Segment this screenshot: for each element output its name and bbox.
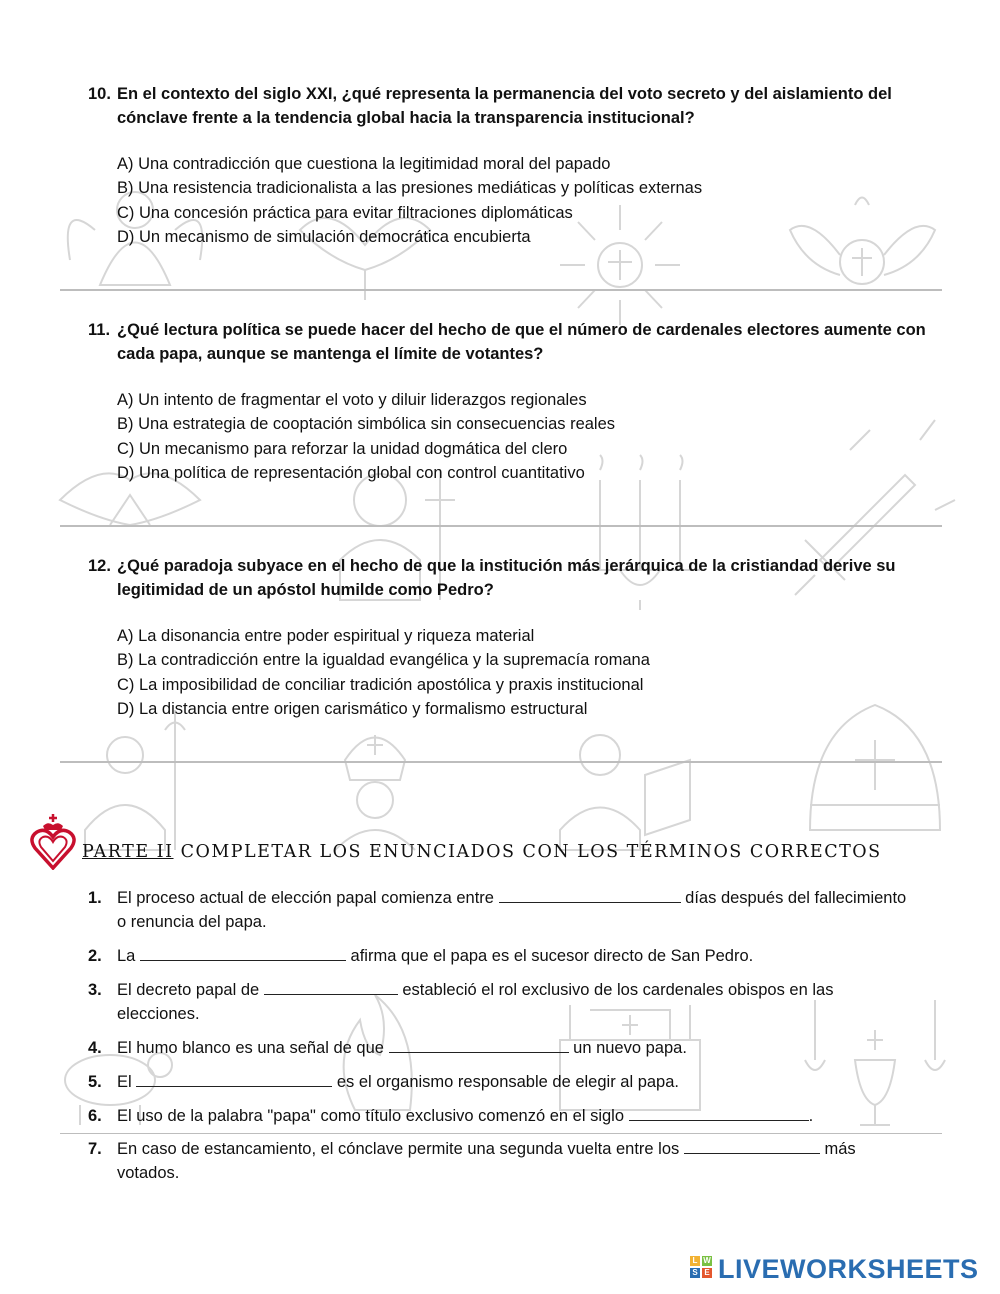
answer-blank[interactable] <box>499 888 681 903</box>
question-number: 11. <box>88 321 111 339</box>
answer-option-b[interactable]: B) La contradicción entre la igualdad evangélica y la supremacía romana <box>117 651 650 670</box>
answer-blank[interactable] <box>140 946 346 961</box>
answer-option-a[interactable]: A) Un intento de fragmentar el voto y diluir liderazgos regionales <box>117 391 587 409</box>
part-instruction: COMPLETAR LOS ENUNCIADOS CON LOS TÉRMINOS CORRECTOS <box>180 842 882 862</box>
answer-option-b[interactable]: B) Una resistencia tradicionalista a las presiones mediáticas y políticas externas <box>117 179 703 198</box>
part-two-title <box>82 842 882 862</box>
question-10 <box>88 82 958 249</box>
section-divider <box>60 525 942 527</box>
fill-item-5 <box>88 1070 918 1094</box>
question-number: 10. <box>88 85 111 103</box>
item-text-before: En caso de estancamiento, el cónclave permite una segunda vuelta entre los <box>117 1140 680 1158</box>
item-text-after: días después del fallecimiento o renuncia del papa. <box>117 889 907 931</box>
question-text: ¿Qué lectura política se puede hacer del hecho de que el número de cardenales electores aumente con cada papa, aunque se mantenga el límite de votantes? <box>117 321 926 363</box>
item-text-after: estableció el rol exclusivo de los cardenales obispos en las elecciones. <box>117 981 834 1023</box>
question-text: En el contexto del siglo XXI, ¿qué representa la permanencia del voto secreto y del aislamiento del cónclave frente a la tendencia global hacia la transparencia institucional? <box>117 85 892 127</box>
answer-option-a[interactable]: A) Una contradicción que cuestiona la legitimidad moral del papado <box>117 155 611 173</box>
item-text-before: El proceso actual de elección papal comienza entre <box>117 889 494 907</box>
part-two-heading <box>30 812 930 872</box>
liveworksheets-icon: L W S E <box>690 1256 714 1280</box>
question-12 <box>88 554 958 721</box>
item-number: 2. <box>88 947 102 965</box>
item-text-before: La <box>117 947 136 965</box>
item-text-before: El humo blanco es una señal de que <box>117 1039 384 1057</box>
answer-blank[interactable] <box>629 1106 809 1121</box>
fill-item-4 <box>88 1036 918 1060</box>
answer-option-d[interactable]: D) Un mecanismo de simulación democrática encubierta <box>117 227 531 246</box>
answer-blank[interactable] <box>264 980 398 995</box>
question-number: 12. <box>88 557 111 575</box>
item-number: 3. <box>88 981 102 999</box>
item-text-after: es el organismo responsable de elegir al papa. <box>336 1073 679 1091</box>
item-text-before: El <box>117 1073 132 1091</box>
section-divider <box>60 1133 942 1134</box>
item-number: 4. <box>88 1039 102 1057</box>
fill-item-1 <box>88 886 918 934</box>
item-number: 7. <box>88 1140 102 1158</box>
question-11 <box>88 318 958 485</box>
answer-options <box>117 624 958 721</box>
item-number: 5. <box>88 1073 102 1091</box>
answer-options <box>117 388 958 485</box>
answer-option-a[interactable]: A) La disonancia entre poder espiritual y riqueza material <box>117 627 535 645</box>
answer-option-c[interactable]: C) Un mecanismo para reforzar la unidad dogmática del clero <box>117 439 568 458</box>
liveworksheets-logo <box>690 1252 990 1288</box>
part-label: PARTE II <box>82 842 174 862</box>
answer-blank[interactable] <box>389 1038 569 1053</box>
item-text-after: . <box>808 1107 814 1125</box>
answer-option-d[interactable]: D) La distancia entre origen carismático y formalismo estructural <box>117 699 588 718</box>
item-text-after: un nuevo papa. <box>573 1039 687 1057</box>
answer-blank[interactable] <box>136 1072 332 1087</box>
answer-option-d[interactable]: D) Una política de representación global con control cuantitativo <box>117 463 585 482</box>
item-number: 1. <box>88 889 102 907</box>
answer-option-c[interactable]: C) Una concesión práctica para evitar filtraciones diplomáticas <box>117 203 573 222</box>
fill-item-7 <box>88 1137 918 1185</box>
item-text-before: El decreto papal de <box>117 981 260 999</box>
item-text-after: más votados. <box>117 1140 856 1182</box>
answer-blank[interactable] <box>684 1139 820 1154</box>
section-divider <box>60 289 942 291</box>
sacred-heart-icon <box>30 812 80 870</box>
answer-option-b[interactable]: B) Una estrategia de cooptación simbólica sin consecuencias reales <box>117 415 616 434</box>
section-divider <box>60 761 942 763</box>
fill-item-3 <box>88 978 918 1026</box>
brand-name: LIVEWORKSHEETS <box>718 1254 979 1284</box>
answer-options <box>117 152 958 249</box>
item-number: 6. <box>88 1107 102 1125</box>
fill-item-6 <box>88 1104 918 1128</box>
fill-item-2 <box>88 944 918 968</box>
answer-option-c[interactable]: C) La imposibilidad de conciliar tradición apostólica y praxis institucional <box>117 675 644 694</box>
item-text-before: El uso de la palabra "papa" como título exclusivo comenzó en el siglo <box>117 1107 625 1125</box>
question-text: ¿Qué paradoja subyace en el hecho de que la institución más jerárquica de la cristiandad derive su legitimidad de un apóstol humilde como Pedro? <box>117 557 896 599</box>
item-text-after: afirma que el papa es el sucesor directo de San Pedro. <box>350 947 754 965</box>
